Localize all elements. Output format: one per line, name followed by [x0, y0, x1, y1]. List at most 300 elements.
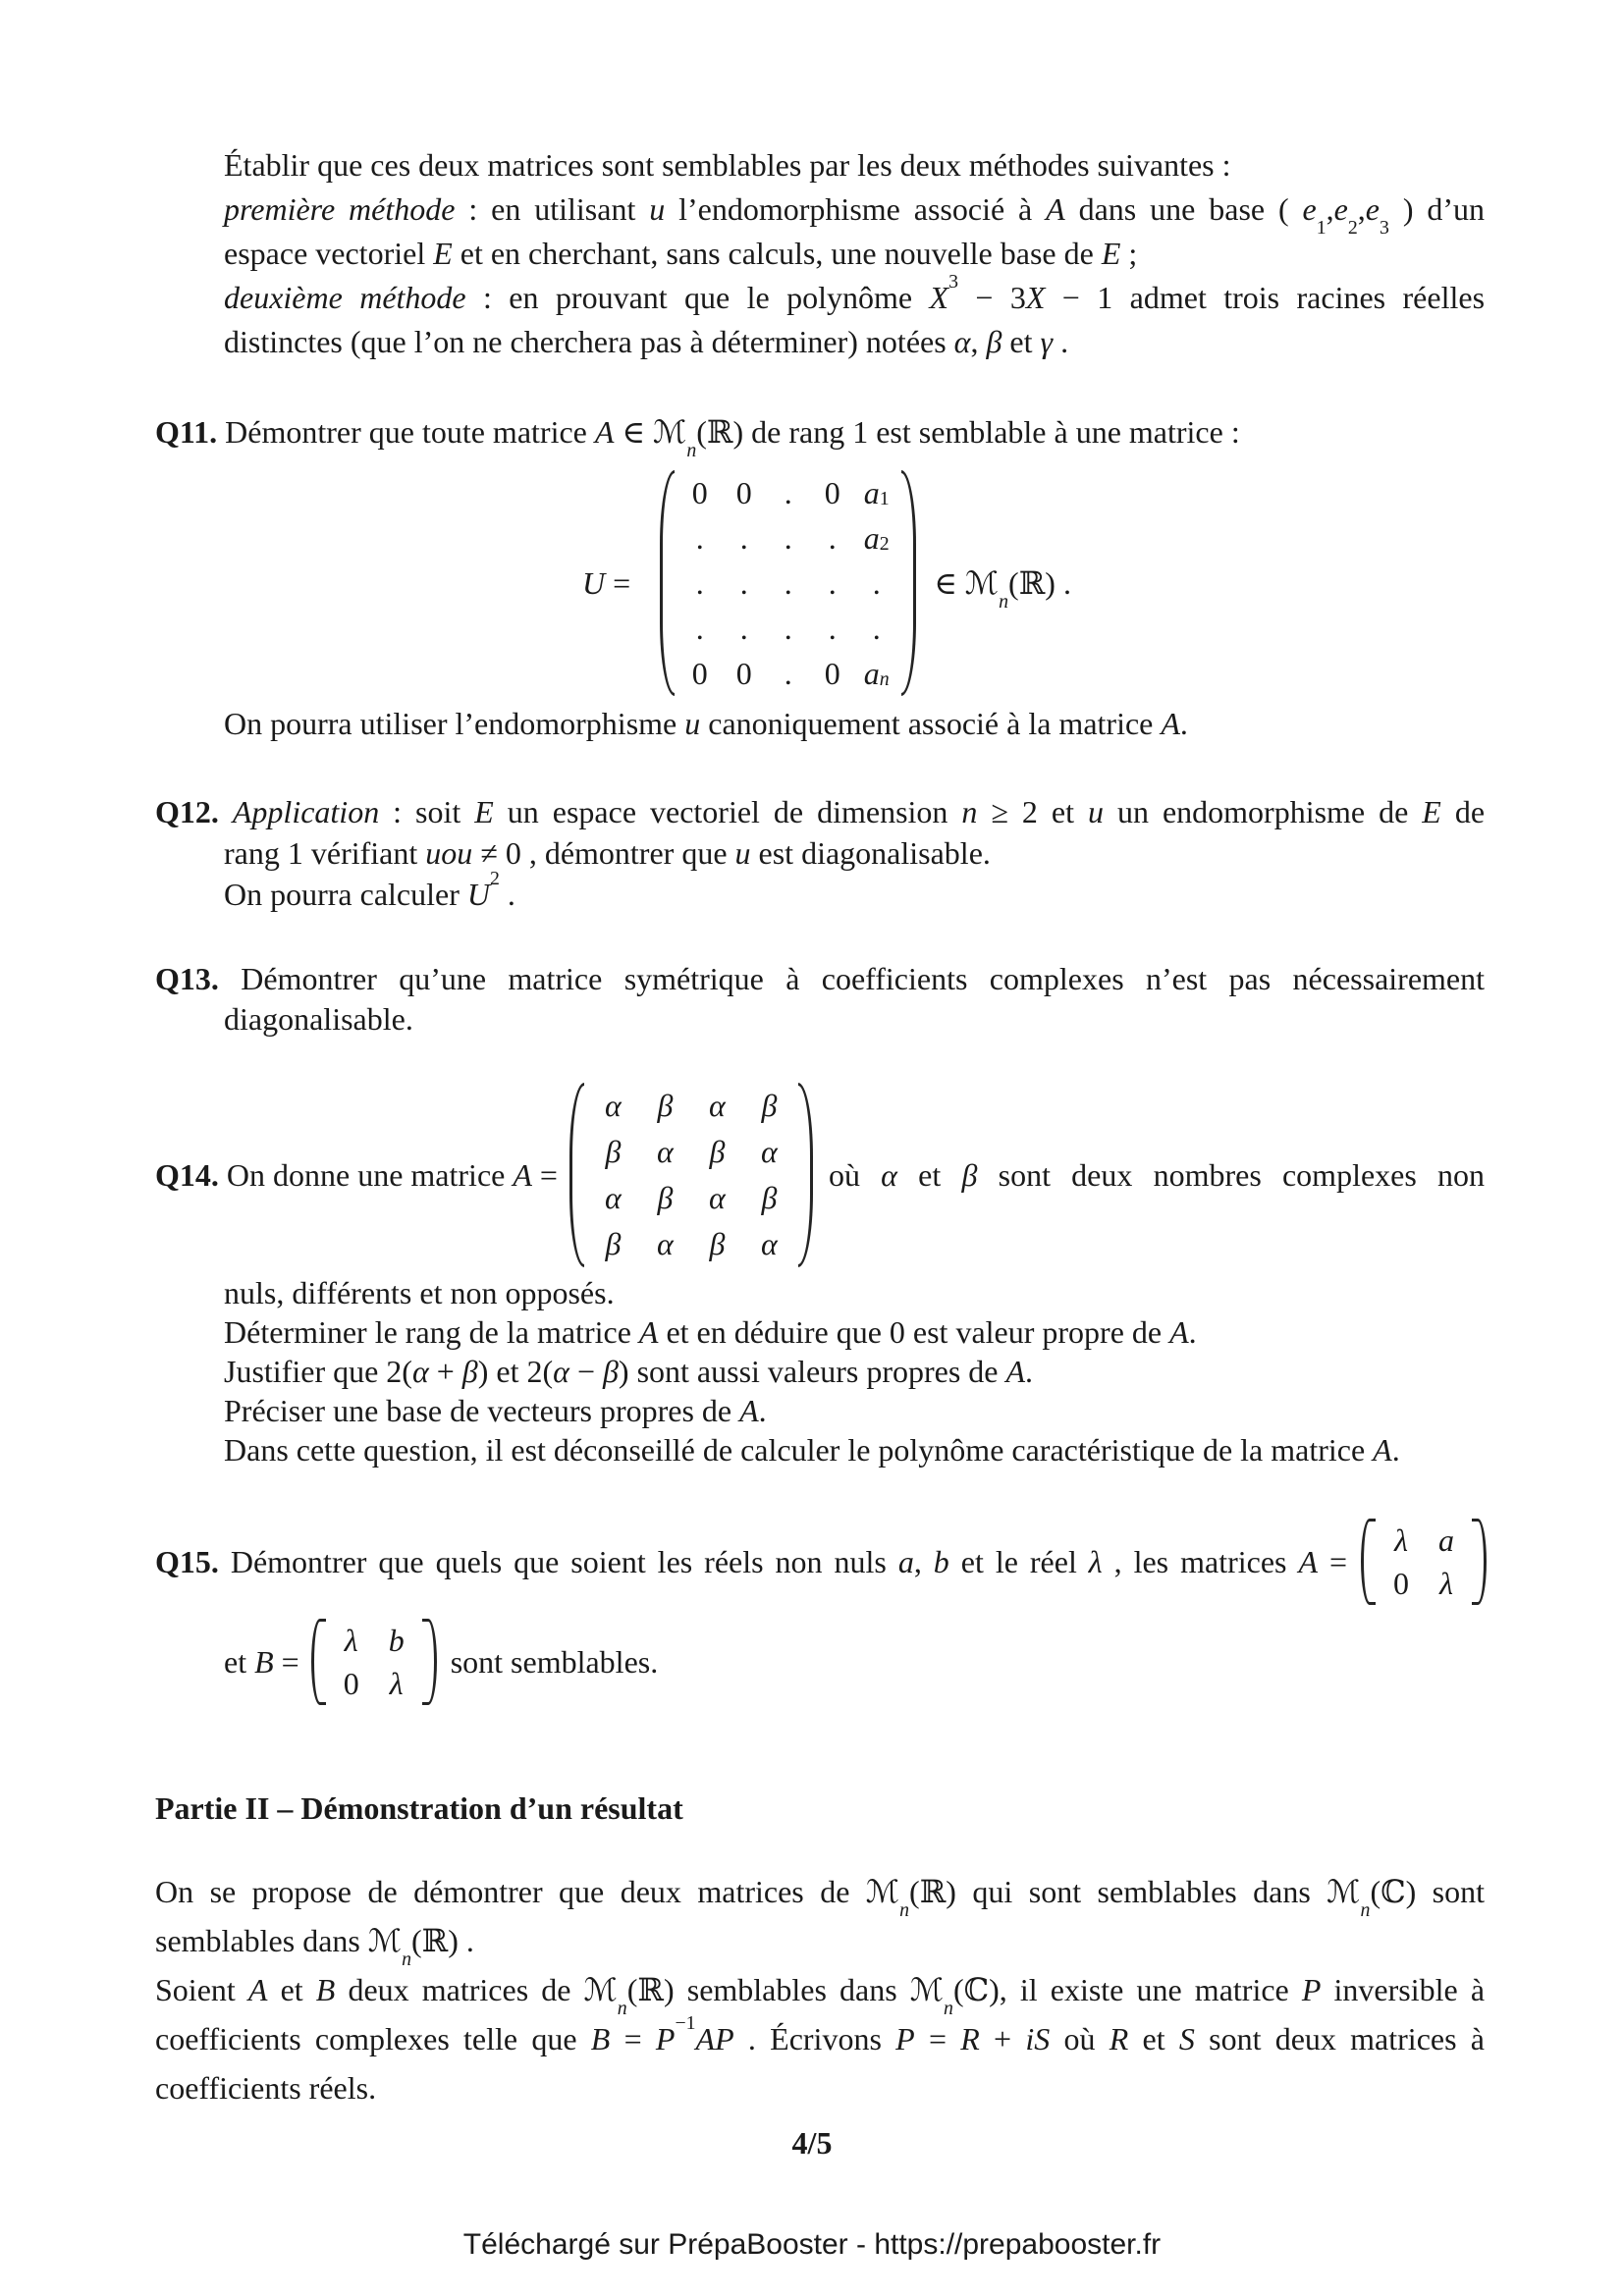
q15-lead-text	[155, 1544, 1361, 1580]
text-run: (	[1008, 565, 1019, 601]
text-run: ℂ	[1380, 1873, 1406, 1910]
matrix-cell	[766, 515, 810, 561]
matrix-cell: a $_2$	[863, 519, 890, 556]
text-run: et	[1128, 2021, 1179, 2056]
part2-paragraph	[0, 1867, 1624, 2112]
q13-line-2	[224, 999, 1485, 1040]
matrix-cell	[722, 515, 766, 561]
text-run: Démontrer que toute matrice	[217, 414, 595, 450]
text-run: ) qui sont semblables dans	[946, 1874, 1327, 1909]
text-run: (	[1370, 1874, 1381, 1909]
text-run: ) sont aussi valeurs propres de	[618, 1354, 1006, 1389]
text-run: .	[1025, 1354, 1034, 1389]
matrix-cell	[766, 651, 810, 696]
text-run: ,	[970, 324, 987, 359]
matrix-cell	[691, 1221, 743, 1267]
text-run: et en déduire que 0 est valeur propre de	[658, 1314, 1170, 1350]
matrix-cell	[743, 1221, 795, 1267]
q15-line2-tail	[437, 1644, 659, 1681]
paren-right	[798, 1083, 813, 1267]
text-run: β	[657, 1088, 674, 1123]
matrix-cell	[722, 561, 766, 606]
text-run: ) .	[1045, 565, 1071, 601]
paren-left	[311, 1619, 326, 1705]
text-run: 0	[1393, 1565, 1409, 1601]
matrix-cell	[743, 1083, 795, 1129]
text-run: ℳ	[1326, 1873, 1361, 1910]
text-run: A	[739, 1393, 759, 1428]
text-run: λ	[344, 1622, 358, 1658]
text-run: de	[1440, 794, 1486, 829]
text-run: E	[474, 794, 494, 829]
text-run: .	[499, 877, 515, 912]
text-run: u	[649, 191, 666, 227]
text-run: ;	[1120, 236, 1138, 271]
matrix-a-q14	[569, 1083, 813, 1267]
text-run: n	[617, 1997, 627, 2019]
matrix-cell	[810, 470, 854, 515]
equation-lhs	[582, 565, 642, 602]
text-run: − 1 admet trois racines réelles	[1045, 280, 1486, 315]
q14-lead-text	[155, 1157, 569, 1194]
text-run: ≠ 0 , démontrer que	[472, 835, 735, 871]
text-run: .	[1188, 1314, 1197, 1350]
text-run: ) et 2(	[477, 1354, 554, 1389]
matrix-cell	[639, 1221, 691, 1267]
text-run: On donne une matrice	[218, 1156, 514, 1193]
q12-line-2	[224, 832, 1485, 874]
matrix-b-grid	[329, 1619, 419, 1705]
text-run: E	[433, 236, 453, 271]
text-run: Établir que ces deux matrices sont semblables par les deux méthodes suivantes :	[224, 147, 1231, 183]
text-run: P	[895, 2021, 915, 2056]
part2-heading	[0, 1787, 1624, 1830]
text-run: .	[828, 564, 837, 601]
text-run: où	[828, 1156, 882, 1193]
text-run: +	[428, 1354, 462, 1389]
part2-line-4	[155, 2014, 1485, 2063]
text-run: deux matrices de	[335, 1972, 584, 2007]
text-run: a	[863, 474, 880, 510]
matrix-cell	[743, 1175, 795, 1221]
footer-credit: Téléchargé sur PrépaBooster - https://prepabooster.fr	[462, 2228, 1162, 2261]
paren-right	[422, 1619, 437, 1705]
matrix-cell	[677, 606, 722, 651]
matrix-cell	[691, 1083, 743, 1129]
text-run: a	[1438, 1522, 1454, 1558]
text-run: ,	[1357, 191, 1366, 227]
text-run: e	[1365, 191, 1380, 227]
text-run: ), il existe une matrice	[989, 1972, 1302, 2007]
text-run: ) semblables dans	[663, 1972, 910, 2007]
text-run: .	[739, 610, 748, 646]
text-run: 0	[824, 474, 840, 510]
text-run: α	[761, 1134, 778, 1169]
text-run: On pourra utiliser l’endomorphisme	[224, 706, 685, 741]
text-run: =	[610, 2021, 656, 2056]
text-run: n	[899, 1898, 910, 1921]
text-run: Application	[232, 794, 380, 829]
text-run: Déterminer le rang de la matrice	[224, 1314, 639, 1350]
q14-tail-text	[813, 1157, 1485, 1194]
text-run: γ	[1040, 324, 1054, 359]
question-q15-line-2	[224, 1617, 1624, 1707]
text-run: . Écrivons	[733, 2021, 896, 2056]
text-run: β	[605, 1226, 622, 1261]
text-run: β	[986, 324, 1002, 359]
matrix-cell	[677, 470, 722, 515]
text-run: α	[657, 1134, 674, 1169]
text-run: On se propose de démontrer que deux matrices de	[155, 1874, 866, 1909]
paren-left	[1361, 1519, 1376, 1605]
matrix-cell	[677, 561, 722, 606]
matrix-cell	[677, 515, 722, 561]
text-run: .	[872, 610, 881, 646]
matrix-cell	[587, 1175, 639, 1221]
text-run: λ	[389, 1665, 404, 1701]
text-run: ℝ	[1018, 564, 1046, 602]
matrix-cell	[810, 651, 854, 696]
q12-line-3	[224, 868, 1485, 915]
text-run: ℳ	[583, 1971, 618, 2008]
question-q14-matrix-row	[155, 1082, 1485, 1268]
intro-paragraph	[0, 143, 1624, 364]
matrix-a-q15	[1361, 1519, 1487, 1605]
text-run: première méthode	[224, 191, 456, 227]
matrix-cell: a $_n$	[863, 655, 890, 691]
equation-rhs	[934, 564, 1071, 613]
text-run: ℝ	[919, 1873, 947, 1910]
part2-line-3	[155, 1965, 1486, 2019]
text-run: =	[531, 1156, 558, 1193]
matrix-cell	[722, 470, 766, 515]
matrix-cell	[587, 1083, 639, 1129]
text-run: (	[626, 1972, 638, 2007]
matrix-cell	[587, 1129, 639, 1175]
text-run: 0	[735, 655, 752, 691]
text-run: , les matrices	[1102, 1543, 1299, 1579]
text-run: =	[1318, 1543, 1348, 1579]
text-run: β	[761, 1088, 778, 1123]
text-run: est diagonalisable.	[750, 835, 991, 871]
text-run: un endomorphisme de	[1103, 794, 1423, 829]
text-run: sont semblables.	[450, 1643, 659, 1680]
text-run: β	[605, 1134, 622, 1169]
text-run: A	[1046, 191, 1065, 227]
text-run: (	[909, 1874, 920, 1909]
text-run: ) de rang 1 est semblable à une matrice :	[732, 414, 1240, 450]
matrix-cell	[691, 1175, 743, 1221]
matrix-cell	[691, 1129, 743, 1175]
q11-hint	[0, 703, 1624, 744]
text-run: n	[1360, 1898, 1371, 1921]
text-run: ℳ	[909, 1971, 945, 2008]
text-run: Q15.	[155, 1543, 219, 1579]
text-run: 0	[691, 655, 708, 691]
text-run: .	[1179, 706, 1188, 741]
text-run	[219, 794, 233, 829]
text-run: On pourra calculer	[224, 877, 467, 912]
text-run: ,	[913, 1543, 934, 1579]
text-run: où	[1050, 2021, 1110, 2056]
text-run: P	[1301, 1972, 1322, 2007]
text-run: U	[582, 564, 606, 601]
text-run: .	[695, 610, 704, 646]
text-run: −1	[675, 2012, 696, 2035]
text-run: Q13.	[155, 961, 219, 996]
text-run: ℳ	[653, 413, 687, 451]
text-run: ) d’un	[1388, 191, 1486, 227]
text-run: β	[461, 1354, 478, 1389]
text-run: .	[1053, 324, 1069, 359]
text-run: E	[1101, 236, 1121, 271]
text-run: B	[254, 1643, 274, 1680]
matrix-cell	[854, 561, 898, 606]
text-run: α	[411, 1354, 429, 1389]
text-run: A	[1161, 706, 1180, 741]
text-run: β	[761, 1180, 778, 1215]
text-run: A	[1005, 1354, 1026, 1389]
text-run: ) sont	[1405, 1874, 1486, 1909]
text-run: n	[999, 590, 1009, 613]
text-run: e	[1302, 191, 1317, 227]
text-run: coefficients complexes telle que	[155, 2021, 591, 2056]
text-run: .	[695, 519, 704, 556]
text-run: −	[568, 1354, 603, 1389]
text-run: E	[1422, 794, 1441, 829]
text-run: AP	[695, 2021, 734, 2056]
text-run: ∈	[614, 414, 654, 450]
text-run: e	[1333, 191, 1348, 227]
question-q13	[0, 959, 1624, 1040]
paren-left	[569, 1083, 584, 1267]
text-run: 0	[824, 655, 840, 691]
part2-line-1	[155, 1867, 1486, 1921]
text-run: .	[784, 564, 792, 601]
matrix-cell	[1379, 1562, 1424, 1605]
text-run: U	[466, 877, 490, 912]
text-run: un espace vectoriel de dimension	[493, 794, 962, 829]
text-run: n	[686, 439, 697, 461]
text-run: .	[784, 655, 792, 691]
matrix-cell	[722, 606, 766, 651]
text-run: ℳ	[865, 1873, 900, 1910]
text-run: espace vectoriel	[224, 236, 434, 271]
text-run: Q11.	[155, 414, 218, 450]
text-run: u	[684, 706, 701, 741]
intro-line-3	[224, 232, 1485, 276]
q15-line2-lead	[224, 1644, 311, 1681]
text-run: : en prouvant que le polynôme	[465, 280, 930, 315]
intro-line-2	[224, 187, 1486, 239]
text-run: α	[709, 1088, 726, 1123]
text-run: .	[1391, 1432, 1400, 1468]
text-run: nuls, différents et non opposés.	[224, 1275, 615, 1310]
text-run: P	[655, 2021, 676, 2056]
text-run: λ	[1439, 1565, 1453, 1601]
text-run: α	[657, 1226, 674, 1261]
matrix-cell	[810, 515, 854, 561]
text-run: canoniquement associé à la matrice	[700, 706, 1162, 741]
text-run: β	[657, 1180, 674, 1215]
text-run: ) .	[448, 1923, 474, 1958]
text-run: A	[513, 1156, 532, 1193]
text-run: .	[828, 610, 837, 646]
text-run: a	[897, 1543, 914, 1579]
text-run: u	[734, 835, 751, 871]
text-run: ℝ	[421, 1922, 449, 1959]
text-run: Démontrer que quels que soient les réels non nuls	[218, 1543, 898, 1579]
text-run: a	[863, 655, 880, 691]
matrix-cell	[810, 606, 854, 651]
question-q15-line-1	[155, 1517, 1487, 1607]
q12-line-1	[155, 791, 1485, 832]
q13-line-1	[155, 959, 1485, 999]
text-run: (	[410, 1923, 422, 1958]
matrix-u-grid	[677, 470, 898, 696]
q14-line-2	[224, 1273, 1485, 1312]
matrix-b-q15	[311, 1619, 437, 1705]
text-run: deuxième méthode	[224, 280, 466, 315]
text-run: =	[914, 2021, 961, 2056]
text-run: Dans cette question, il est déconseillé de calculer le polynôme caractéristique de la matrice	[224, 1432, 1374, 1468]
matrix-cell	[766, 470, 810, 515]
question-q14-body	[0, 1273, 1624, 1469]
matrix-a-grid	[1379, 1519, 1469, 1605]
q14-line-4	[224, 1352, 1485, 1391]
text-run: α	[605, 1088, 622, 1123]
paren-right	[1472, 1519, 1487, 1605]
matrix-cell	[810, 561, 854, 606]
text-run: Préciser une base de vecteurs propres de	[224, 1393, 740, 1428]
text-run: 0	[735, 474, 752, 510]
text-run: (	[696, 414, 707, 450]
text-run: Soient	[155, 1972, 248, 2007]
matrix-cell: a $_1$	[863, 474, 890, 510]
text-run: dans une base (	[1064, 191, 1303, 227]
text-run: λ	[1394, 1522, 1408, 1558]
matrix-cell	[1424, 1562, 1469, 1605]
text-run: B	[590, 2021, 611, 2056]
text-run: n	[944, 1997, 953, 2019]
matrix-cell	[766, 606, 810, 651]
text-run: n	[961, 794, 978, 829]
matrix-cell	[639, 1175, 691, 1221]
paren-left	[660, 470, 675, 696]
text-run: l’endomorphisme associé à	[665, 191, 1047, 227]
text-run: et	[896, 1156, 962, 1193]
part2-title	[155, 1787, 1485, 1830]
paren-right	[901, 470, 916, 696]
text-run: α	[709, 1180, 726, 1215]
text-run: R	[1109, 2021, 1129, 2056]
text-run: 2	[489, 868, 500, 890]
matrix-cell	[766, 561, 810, 606]
text-run: ℳ	[964, 564, 1000, 602]
page-number: 4/5	[791, 2125, 833, 2161]
text-run: sont deux nombres complexes non	[977, 1156, 1486, 1193]
text-run: et le réel	[948, 1543, 1089, 1579]
matrix-cell	[854, 606, 898, 651]
matrix-cell	[587, 1221, 639, 1267]
text-run: ℝ	[706, 413, 733, 451]
text-run: et	[1001, 324, 1041, 359]
text-run: 1	[1316, 216, 1326, 239]
text-run: .	[784, 474, 792, 510]
text-run: inversible à	[1321, 1972, 1486, 2007]
text-run: α	[761, 1226, 778, 1261]
text-run: ≥ 2 et	[977, 794, 1088, 829]
text-run: Partie II – Démonstration d’un résultat	[155, 1790, 683, 1826]
matrix-cell	[374, 1662, 419, 1705]
text-run: A	[594, 414, 615, 450]
text-run: et en cherchant, sans calculs, une nouvelle base de	[452, 236, 1102, 271]
part2-line-2	[155, 1916, 1485, 1970]
text-run: X	[929, 280, 949, 315]
matrix-cell	[639, 1129, 691, 1175]
matrix-cell	[639, 1083, 691, 1129]
text-run: 2	[1347, 216, 1358, 239]
text-run: B	[315, 1972, 336, 2007]
text-run: λ	[1088, 1543, 1103, 1579]
text-run: diagonalisable.	[224, 1001, 413, 1037]
text-run: distinctes (que l’on ne cherchera pas à déterminer) notées	[224, 324, 954, 359]
q11-statement	[155, 411, 1485, 461]
text-run: et	[224, 1643, 255, 1680]
text-run: ℂ	[963, 1971, 990, 2008]
text-run: b	[933, 1543, 949, 1579]
question-q12	[0, 791, 1624, 915]
text-run: +	[979, 2021, 1026, 2056]
text-run: A	[247, 1972, 268, 2007]
matrix-cell	[329, 1619, 374, 1662]
text-run: Q12.	[155, 794, 219, 829]
text-run: .	[695, 564, 704, 601]
text-run: : soit	[379, 794, 475, 829]
text-run: u	[1087, 794, 1104, 829]
text-run: Q14.	[155, 1156, 219, 1193]
text-run: ,	[1326, 191, 1334, 227]
text-run: 3	[1380, 216, 1389, 239]
intro-line-4	[224, 271, 1486, 320]
intro-line-1	[224, 143, 1485, 187]
q14-line-3	[224, 1312, 1485, 1352]
text-run: .	[872, 564, 881, 601]
q14-line-6	[224, 1430, 1485, 1469]
text-run: β	[709, 1134, 726, 1169]
text-run: β	[602, 1354, 619, 1389]
intro-line-5	[224, 320, 1485, 364]
text-run: .	[784, 519, 792, 556]
text-run: A	[638, 1314, 659, 1350]
matrix-cell	[329, 1662, 374, 1705]
question-q11	[0, 411, 1624, 461]
text-run: S	[1178, 2021, 1195, 2056]
text-run: (	[952, 1972, 964, 2007]
text-run: α	[953, 324, 971, 359]
text-run: ℳ	[367, 1922, 403, 1959]
q14-line-5	[224, 1391, 1485, 1430]
text-run: 3	[948, 271, 959, 294]
text-run: A	[1169, 1314, 1189, 1350]
text-run: b	[388, 1622, 405, 1658]
text-run: sont deux matrices à	[1194, 2021, 1485, 2056]
matrix-a-grid	[587, 1083, 795, 1267]
text-run: α	[605, 1180, 622, 1215]
text-run: coefficients réels.	[155, 2070, 377, 2106]
text-run: iS	[1025, 2021, 1051, 2056]
matrix-cell	[1379, 1519, 1424, 1562]
